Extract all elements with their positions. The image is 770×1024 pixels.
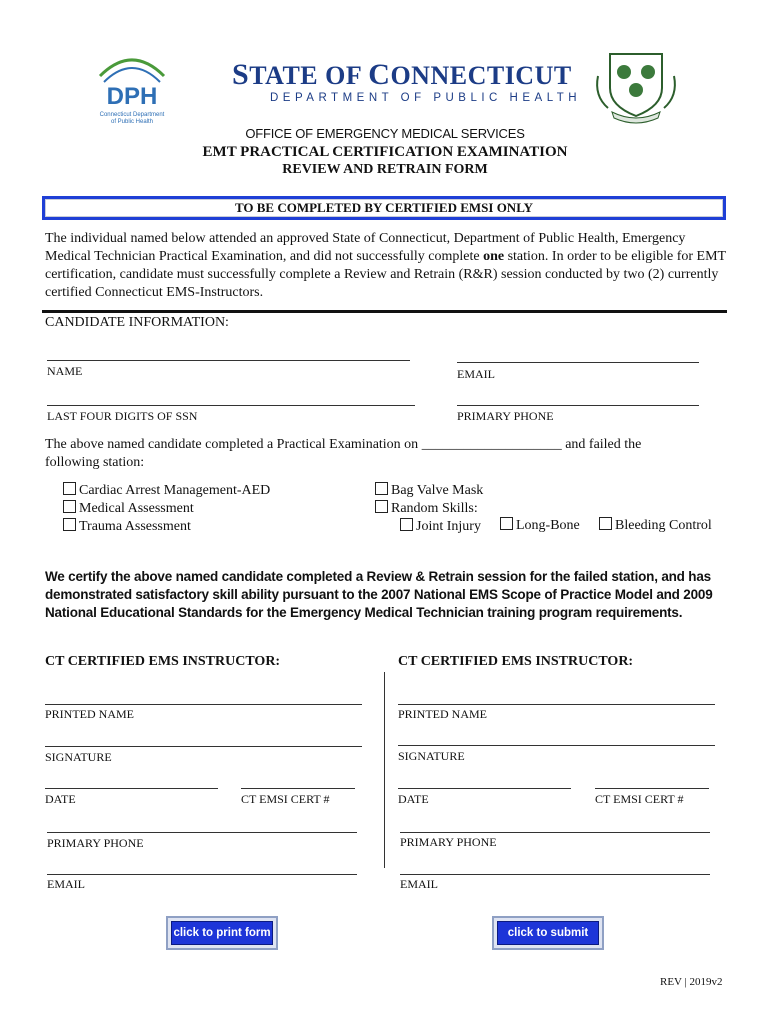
ssn-field[interactable] xyxy=(47,405,415,406)
instructor-1-phone-label: PRIMARY PHONE xyxy=(47,836,144,850)
instructor-1-cert-field[interactable] xyxy=(241,788,355,789)
revision-label: REV | 2019v2 xyxy=(660,976,723,988)
checkbox[interactable] xyxy=(63,482,76,495)
primary-phone-field[interactable] xyxy=(457,405,699,406)
instructor-2-date-label: DATE xyxy=(398,792,429,806)
checkbox[interactable] xyxy=(375,500,388,513)
instructor-1-cert-label: CT EMSI CERT # xyxy=(241,792,330,806)
print-form-button[interactable] xyxy=(166,916,278,950)
section-divider xyxy=(42,310,727,313)
station-bag-valve-mask[interactable]: Bag Valve Mask xyxy=(375,482,483,499)
instructor-2-cert-field[interactable] xyxy=(595,788,709,789)
checkbox[interactable] xyxy=(400,518,413,531)
instructor-1-phone-field[interactable] xyxy=(47,832,357,833)
name-field[interactable] xyxy=(47,360,410,361)
checkbox[interactable] xyxy=(375,482,388,495)
instructor-1-date-label: DATE xyxy=(45,792,76,806)
instructor-1-printed-name-label: PRINTED NAME xyxy=(45,707,134,721)
email-field[interactable] xyxy=(457,362,699,363)
candidate-section-title: CANDIDATE INFORMATION: xyxy=(45,315,229,330)
instructor-2-phone-label: PRIMARY PHONE xyxy=(400,835,497,849)
submit-button-label: click to submit xyxy=(497,921,599,945)
checkbox[interactable] xyxy=(599,517,612,530)
certification-statement: We certify the above named candidate completed a Review & Retrain session for the failed station, and has demonstrated satisfactory skill ability pursuant to the 2007 National EMS Scope of Practice Model and 2009 National Educational Standards for the Emergency Medical Technician training program requirements. xyxy=(45,569,713,620)
instructor-2-signature-field[interactable] xyxy=(398,745,715,746)
svg-text:of Public Health: of Public Health xyxy=(110,119,154,125)
checkbox[interactable] xyxy=(63,500,76,513)
emsi-notice-text: TO BE COMPLETED BY CERTIFIED EMSI ONLY xyxy=(234,200,534,215)
department-name: DEPARTMENT OF PUBLIC HEALTH xyxy=(270,92,582,104)
instructor-1-printed-name-field[interactable] xyxy=(45,704,362,705)
checkbox[interactable] xyxy=(63,518,76,531)
state-title: STATE OF CONNECTICUT xyxy=(232,58,572,91)
instructor-2-printed-name-field[interactable] xyxy=(398,704,715,705)
email-label: EMAIL xyxy=(457,367,495,381)
submit-button[interactable] xyxy=(492,916,604,950)
ssn-label: LAST FOUR DIGITS OF SSN xyxy=(47,409,198,423)
instructor-1-date-field[interactable] xyxy=(45,788,218,789)
column-divider xyxy=(384,672,385,868)
instructor-2-email-label: EMAIL xyxy=(400,877,438,891)
dph-logo-text: DPH xyxy=(106,83,158,110)
checkbox[interactable] xyxy=(500,517,513,530)
form-title-line1: EMT PRACTICAL CERTIFICATION EXAMINATION xyxy=(202,144,568,160)
office-name: OFFICE OF EMERGENCY MEDICAL SERVICES xyxy=(245,126,525,141)
exam-sentence-line2: following station: xyxy=(45,455,145,470)
instructor-1-email-field[interactable] xyxy=(47,874,357,875)
dph-logo xyxy=(92,46,172,128)
instructor-2-phone-field[interactable] xyxy=(400,832,710,833)
station-medical-assessment[interactable]: Medical Assessment xyxy=(63,500,194,517)
instructor-1-heading: CT CERTIFIED EMS INSTRUCTOR: xyxy=(45,654,281,669)
intro-paragraph: The individual named below attended an approved State of Connecticut, Department of Public Health, Emergency Medical Technician Practical Examination, and did not successfully complete one station. In order to be eligible for EMT certification, candidate must successfully complete a Review and Retrain (R&R) session conducted by two (2) currently certified Connecticut EMS-Instructors. xyxy=(45,231,726,300)
instructor-2-printed-name-label: PRINTED NAME xyxy=(398,707,487,721)
station-trauma-assessment[interactable]: Trauma Assessment xyxy=(63,518,191,535)
instructor-2-heading: CT CERTIFIED EMS INSTRUCTOR: xyxy=(398,654,634,669)
instructor-2-cert-label: CT EMSI CERT # xyxy=(595,792,684,806)
instructor-2-email-field[interactable] xyxy=(400,874,710,875)
skill-bleeding-control[interactable]: Bleeding Control xyxy=(599,517,712,534)
skill-long-bone[interactable]: Long-Bone xyxy=(500,517,580,534)
station-random-skills[interactable]: Random Skills: xyxy=(375,500,478,517)
exam-date-field[interactable]: ____________________ xyxy=(421,437,562,452)
station-cardiac-arrest[interactable]: Cardiac Arrest Management-AED xyxy=(63,482,270,499)
emsi-notice xyxy=(42,196,726,220)
print-form-button-label: click to print form xyxy=(171,921,273,945)
primary-phone-label: PRIMARY PHONE xyxy=(457,409,554,423)
state-seal-icon xyxy=(592,46,680,124)
instructor-1-signature-field[interactable] xyxy=(45,746,362,747)
instructor-1-signature-label: SIGNATURE xyxy=(45,750,112,764)
instructor-2-date-field[interactable] xyxy=(398,788,571,789)
skill-joint-injury[interactable]: Joint Injury xyxy=(400,518,481,535)
name-label: NAME xyxy=(47,364,83,378)
instructor-2-signature-label: SIGNATURE xyxy=(398,749,465,763)
form-title-line2: REVIEW AND RETRAIN FORM xyxy=(282,162,488,177)
instructor-1-email-label: EMAIL xyxy=(47,877,85,891)
exam-sentence: The above named candidate completed a Practical Examination on ____________________ and failed the xyxy=(45,437,642,452)
svg-text:Connecticut Department: Connecticut Department xyxy=(99,112,165,118)
